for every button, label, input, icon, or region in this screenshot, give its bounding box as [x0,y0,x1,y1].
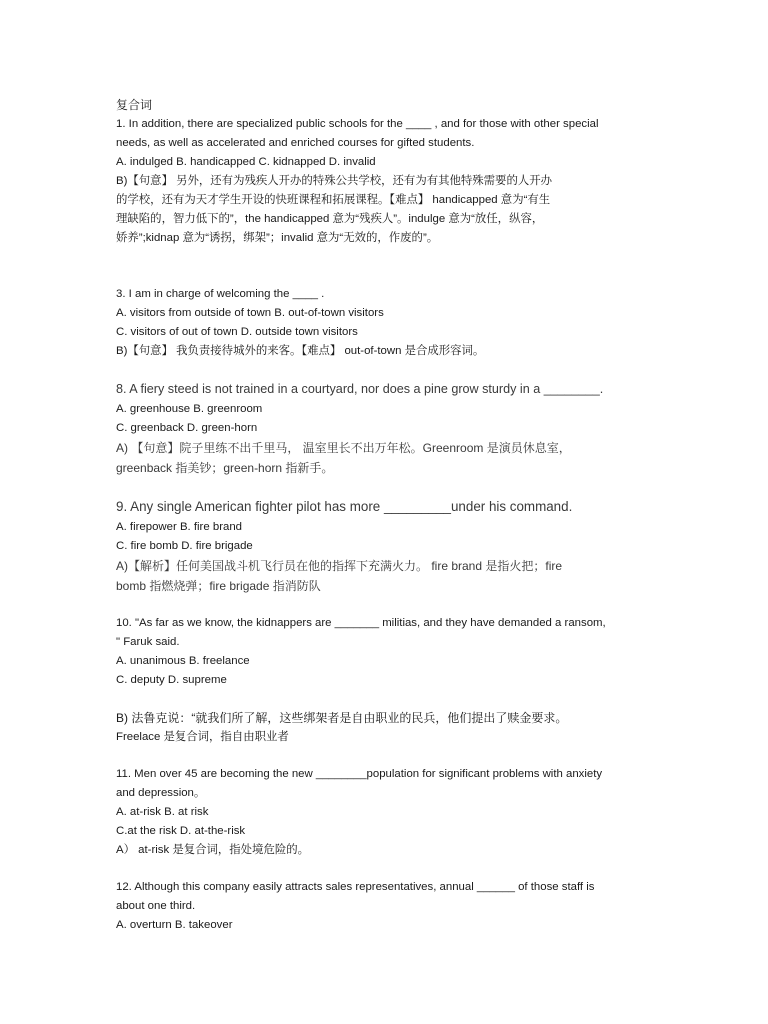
question-3-stem: 3. I am in charge of welcoming the ____ . [116,288,325,300]
question-3-options-line-1: A. visitors from outside of town B. out-of-town visitors [116,307,384,319]
question-8 [116,379,656,478]
question-11-answer: A） at-risk 是复合词，指处境危险的。 [116,844,310,856]
question-1-answer-line-2: 的学校，还有为天才学生开设的快班课程和拓展课程。【难点】 handicapped 意为“有生 [116,194,551,206]
spacer [116,248,656,285]
question-9-stem: 9. Any single American fighter pilot has more _________under his command. [116,499,573,514]
question-9-answer-line-2: bomb 指燃烧弹；fire brigade 指消防队 [116,579,321,593]
question-3-answer: B)【句意】 我负责接待城外的来客。【难点】 out-of-town 是合成形容词。 [116,345,485,357]
question-12-stem-line-1: 12. Although this company easily attracts sales representatives, annual ______ of those staff is [116,881,595,893]
question-3 [116,285,656,361]
question-11-options-line-2: C.at the risk D. at-the-risk [116,825,246,837]
question-10-stem-line-1: 10. "As far as we know, the kidnappers are _______ militias, and they have demanded a ransom, [116,617,606,629]
question-1-stem-line-1: 1. In addition, there are specialized public schools for the ____ , and for those with other special [116,118,599,130]
document-page [116,96,656,935]
question-11-stem-line-2: and depression。 [116,787,206,799]
question-1-options: A. indulged B. handicapped C. kidnapped D. invalid [116,156,376,168]
document-title: 复合词 [116,98,153,112]
spacer [116,690,656,709]
question-11-stem-line-1: 11. Men over 45 are becoming the new ________population for significant problems with anxiety [116,768,603,780]
question-12 [116,878,656,935]
question-3-options-line-2: C. visitors of out of town D. outside town visitors [116,326,358,338]
question-9-options-line-1: A. firepower B. fire brand [116,521,242,533]
question-9-answer-line-1: A)【解析】任何美国战斗机飞行员在他的指挥下充满火力。 fire brand 是指火把；fire [116,559,563,573]
question-1-answer-line-4: 娇养”;kidnap 意为“诱拐，绑架”；invalid 意为“无效的，作废的”。 [116,232,439,244]
question-1-stem-line-2: needs, as well as accelerated and enriched courses for gifted students. [116,137,475,149]
spacer [116,747,656,765]
spacer [116,596,656,614]
question-8-options-line-1: A. greenhouse B. greenroom [116,403,263,415]
question-8-answer-line-2: greenback 指美钞；green-horn 指新手。 [116,461,334,475]
spacer [116,361,656,379]
question-8-options-line-2: C. greenback D. green-horn [116,422,258,434]
question-9-options-line-2: C. fire bomb D. fire brigade [116,540,253,552]
spacer [116,478,656,496]
question-8-stem: 8. A fiery steed is not trained in a courtyard, nor does a pine grow sturdy in a ________. [116,382,604,396]
question-12-options-line-1: A. overturn B. takeover [116,919,233,931]
spacer [116,860,656,878]
question-10-options-line-1: A. unanimous B. freelance [116,655,250,667]
question-10 [116,614,656,747]
question-10-answer-line-2: Freelace 是复合词，指自由职业者 [116,731,289,743]
question-11 [116,765,656,860]
question-1 [116,115,656,248]
question-1-answer-line-3: 理缺陷的，智力低下的”，the handicapped 意为“残疾人”。indulge 意为“放任，纵容， [116,213,544,225]
question-10-options-line-2: C. deputy D. supreme [116,674,227,686]
question-10-answer-line-1: B) 法鲁克说：“就我们所了解，这些绑架者是自由职业的民兵，他们提出了赎金要求。 [116,711,568,725]
question-1-answer-line-1: B)【句意】 另外，还有为残疾人开办的特殊公共学校，还有为有其他特殊需要的人开办 [116,175,553,187]
question-10-stem-line-2: " Faruk said. [116,636,180,648]
question-11-options-line-1: A. at-risk B. at risk [116,806,209,818]
question-8-answer-line-1: A) 【句意】院子里练不出千里马， 温室里长不出万年松。Greenroom 是演员休息室， [116,441,571,455]
question-12-stem-line-2: about one third. [116,900,196,912]
question-9 [116,496,656,596]
